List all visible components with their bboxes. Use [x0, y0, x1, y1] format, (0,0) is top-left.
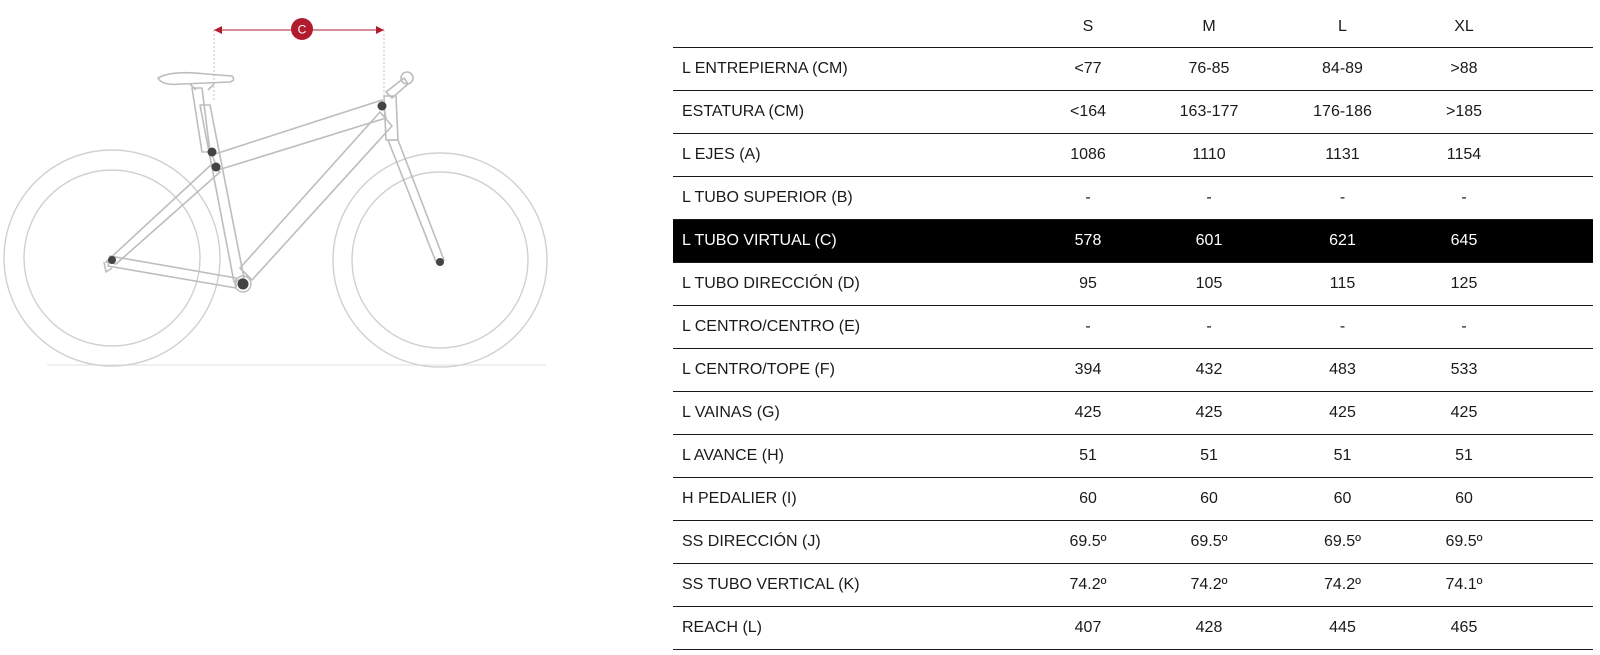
cell-size-l: 60: [1270, 478, 1415, 521]
cell-size-s: 95: [1028, 263, 1148, 306]
row-label: L AVANCE (H): [673, 435, 1028, 478]
geometry-table-body: [673, 48, 1593, 650]
dimension-c-arrow-left: [214, 26, 222, 34]
row-label: L TUBO VIRTUAL (C): [673, 220, 1028, 263]
cell-size-m: 51: [1148, 435, 1270, 478]
row-spacer: [1513, 177, 1593, 220]
cell-size-l: 74.2º: [1270, 564, 1415, 607]
cell-size-m: 425: [1148, 392, 1270, 435]
bike-frame: [104, 72, 444, 288]
cell-size-l: 483: [1270, 349, 1415, 392]
table-row: [673, 478, 1593, 521]
cell-size-l: 176-186: [1270, 91, 1415, 134]
cell-size-m: 163-177: [1148, 91, 1270, 134]
cell-size-xl: 425: [1415, 392, 1513, 435]
row-label: L VAINAS (G): [673, 392, 1028, 435]
cell-size-s: -: [1028, 306, 1148, 349]
cell-size-m: 428: [1148, 607, 1270, 650]
row-spacer: [1513, 306, 1593, 349]
header-label-column: [673, 6, 1028, 48]
row-label: L TUBO DIRECCIÓN (D): [673, 263, 1028, 306]
table-row: [673, 48, 1593, 91]
cell-size-xl: 60: [1415, 478, 1513, 521]
cell-size-s: 425: [1028, 392, 1148, 435]
row-label: SS DIRECCIÓN (J): [673, 521, 1028, 564]
row-label: L CENTRO/CENTRO (E): [673, 306, 1028, 349]
cell-size-l: 621: [1270, 220, 1415, 263]
cell-size-l: 1131: [1270, 134, 1415, 177]
cell-size-s: <77: [1028, 48, 1148, 91]
table-row: [673, 607, 1593, 650]
cell-size-l: 445: [1270, 607, 1415, 650]
cell-size-s: 394: [1028, 349, 1148, 392]
row-label: H PEDALIER (I): [673, 478, 1028, 521]
row-spacer: [1513, 220, 1593, 263]
cell-size-xl: >185: [1415, 91, 1513, 134]
row-label: L ENTREPIERNA (CM): [673, 48, 1028, 91]
header-size-m: M: [1148, 6, 1270, 48]
cell-size-xl: 51: [1415, 435, 1513, 478]
cell-size-s: 578: [1028, 220, 1148, 263]
row-spacer: [1513, 91, 1593, 134]
cell-size-xl: 125: [1415, 263, 1513, 306]
table-row: [673, 435, 1593, 478]
table-row: [673, 521, 1593, 564]
cell-size-s: 51: [1028, 435, 1148, 478]
row-label: L EJES (A): [673, 134, 1028, 177]
cell-size-m: -: [1148, 306, 1270, 349]
row-spacer: [1513, 607, 1593, 650]
frame-pivots: [108, 102, 444, 290]
header-size-s: S: [1028, 6, 1148, 48]
table-row: [673, 349, 1593, 392]
dimension-c-arrow-right: [376, 26, 384, 34]
table-row: [673, 306, 1593, 349]
table-row: [673, 91, 1593, 134]
header-spacer: [1513, 6, 1593, 48]
cell-size-xl: 1154: [1415, 134, 1513, 177]
cell-size-s: 69.5º: [1028, 521, 1148, 564]
cell-size-l: 115: [1270, 263, 1415, 306]
cell-size-m: 76-85: [1148, 48, 1270, 91]
cell-size-s: -: [1028, 177, 1148, 220]
cell-size-xl: 69.5º: [1415, 521, 1513, 564]
geometry-table-header: [673, 6, 1593, 48]
row-spacer: [1513, 478, 1593, 521]
header-size-xl: XL: [1415, 6, 1513, 48]
cell-size-l: 69.5º: [1270, 521, 1415, 564]
cell-size-xl: -: [1415, 177, 1513, 220]
row-label: L CENTRO/TOPE (F): [673, 349, 1028, 392]
cell-size-l: 425: [1270, 392, 1415, 435]
header-size-l: L: [1270, 6, 1415, 48]
cell-size-s: 74.2º: [1028, 564, 1148, 607]
cell-size-m: 1110: [1148, 134, 1270, 177]
geometry-table: [673, 6, 1593, 650]
cell-size-xl: 74.1º: [1415, 564, 1513, 607]
row-spacer: [1513, 435, 1593, 478]
cell-size-m: 432: [1148, 349, 1270, 392]
cell-size-xl: >88: [1415, 48, 1513, 91]
row-label: SS TUBO VERTICAL (K): [673, 564, 1028, 607]
bike-geometry-diagram: [0, 0, 560, 380]
table-row: [673, 263, 1593, 306]
cell-size-l: 51: [1270, 435, 1415, 478]
cell-size-m: 69.5º: [1148, 521, 1270, 564]
cell-size-s: 1086: [1028, 134, 1148, 177]
cell-size-xl: -: [1415, 306, 1513, 349]
row-spacer: [1513, 521, 1593, 564]
cell-size-xl: 465: [1415, 607, 1513, 650]
table-row-highlighted: [673, 220, 1593, 263]
cell-size-xl: 533: [1415, 349, 1513, 392]
bike-outline-svg: [0, 0, 560, 380]
row-spacer: [1513, 48, 1593, 91]
row-spacer: [1513, 134, 1593, 177]
row-spacer: [1513, 392, 1593, 435]
cell-size-m: -: [1148, 177, 1270, 220]
cell-size-xl: 645: [1415, 220, 1513, 263]
row-label: L TUBO SUPERIOR (B): [673, 177, 1028, 220]
cell-size-m: 601: [1148, 220, 1270, 263]
row-label: REACH (L): [673, 607, 1028, 650]
row-label: ESTATURA (CM): [673, 91, 1028, 134]
table-row: [673, 564, 1593, 607]
table-row: [673, 392, 1593, 435]
row-spacer: [1513, 349, 1593, 392]
cell-size-m: 60: [1148, 478, 1270, 521]
cell-size-s: 407: [1028, 607, 1148, 650]
cell-size-l: -: [1270, 306, 1415, 349]
cell-size-l: 84-89: [1270, 48, 1415, 91]
table-row: [673, 134, 1593, 177]
dimension-c-marker-label: C: [297, 22, 307, 37]
cell-size-s: <164: [1028, 91, 1148, 134]
cell-size-s: 60: [1028, 478, 1148, 521]
cell-size-m: 74.2º: [1148, 564, 1270, 607]
cell-size-m: 105: [1148, 263, 1270, 306]
cell-size-l: -: [1270, 177, 1415, 220]
row-spacer: [1513, 263, 1593, 306]
dimension-c: [214, 18, 384, 100]
size-header-row: [673, 6, 1593, 48]
row-spacer: [1513, 564, 1593, 607]
table-row: [673, 177, 1593, 220]
